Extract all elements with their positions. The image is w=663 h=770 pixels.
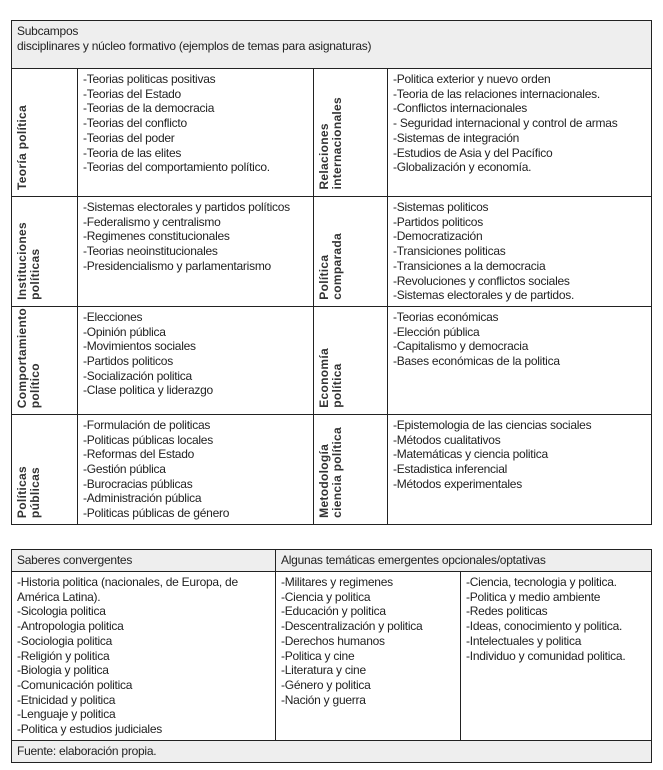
topic-item: -Ciencia, tecnologia y politica. — [466, 575, 617, 589]
topic-item: -Politica y estudios judiciales — [17, 722, 162, 737]
topic-item: -Descentralización y politica — [281, 619, 423, 634]
topic-item: -Sociologia politica — [17, 633, 113, 648]
topic-item: -Formulación de politicas — [83, 417, 211, 432]
convergent-knowledge-table — [11, 549, 652, 763]
topic-item: -Estudios de Asia y del Pacífico — [393, 145, 553, 160]
topic-item: -Sistemas electorales y de partidos. — [393, 288, 575, 303]
topic-item: -Derechos humanos — [281, 633, 385, 648]
subfield-name-line: política — [330, 363, 344, 408]
header-line: disciplinares y núcleo formativo (ejemplos de temas para asignaturas) — [17, 38, 372, 53]
header-line: Subcampos — [17, 24, 79, 38]
subfield-name — [314, 97, 344, 196]
topic-item: -Federalismo y centralismo — [83, 214, 221, 229]
topic-item: -Politica y medio ambiente — [466, 589, 601, 604]
topic-item: -Sicologia politica — [17, 604, 106, 619]
topic-item: -Métodos experimentales — [393, 476, 522, 491]
subfields-header — [12, 21, 652, 69]
topic-list — [388, 306, 652, 414]
subfield-name — [12, 308, 42, 414]
topic-item: -Bases económicas de la politica — [393, 354, 560, 369]
topic-item: -Teorias del Estado — [83, 86, 181, 101]
topic-item: -Partidos politicos — [83, 354, 173, 369]
topic-item: -Redes politicas — [466, 604, 548, 619]
topic-item: -Sistemas politicos — [393, 200, 489, 214]
subfield-row — [12, 306, 652, 414]
topic-list — [388, 69, 652, 197]
topic-item: -Politicas públicas de género — [83, 506, 230, 521]
topic-item: -Teorias del conflicto — [83, 116, 187, 131]
topic-item: -Elección pública — [393, 324, 480, 339]
subfield-name-line: internacionales — [330, 97, 344, 190]
subfield-name — [12, 105, 29, 196]
subfield-name — [314, 348, 344, 414]
topic-item: -Intelectuales y politica — [466, 633, 582, 648]
topic-item: -Conflictos internacionales — [393, 101, 527, 116]
subfield-name-line: Teoría política — [15, 105, 29, 190]
subfield-name — [12, 222, 42, 306]
topic-item: -Movimientos sociales — [83, 339, 196, 354]
topic-item: -Partidos politicos — [393, 214, 483, 229]
subfield-label — [12, 414, 78, 524]
topic-item: -Comunicación politica — [17, 677, 133, 692]
subfield-name — [12, 466, 42, 524]
topic-item: -Clase politica y liderazgo — [83, 383, 213, 398]
topic-item: -Teorias económicas — [393, 309, 499, 324]
topic-item: -Literatura y cine — [281, 663, 366, 678]
topic-item: -Religión y politica — [17, 648, 110, 663]
topic-item: -Globalización y economía. — [393, 160, 532, 175]
topic-item: -Lenguaje y politica — [17, 707, 116, 722]
topic-item: -Politica exterior y nuevo orden — [393, 72, 551, 86]
topic-item: -Género y politica — [281, 677, 371, 692]
subfield-name-line: Políticas — [15, 465, 29, 518]
topic-item: -Sistemas de integración — [393, 130, 520, 145]
topic-item: -Etnicidad y politica — [17, 692, 116, 707]
emerging-header: Algunas temáticas emergentes opcionales/optativas — [276, 550, 652, 572]
subfield-label — [12, 306, 78, 414]
subfield-name-line: Economía — [317, 348, 331, 408]
topic-list — [78, 414, 314, 524]
topic-item: -Teorias del poder — [83, 130, 175, 145]
topic-item: -Teoria de las elites — [83, 145, 182, 160]
topic-item: -Teorias politicas positivas — [83, 72, 216, 86]
subfield-label — [12, 69, 78, 197]
subfield-name-line: Metodología — [317, 443, 331, 518]
topic-item: -Métodos cualitativos — [393, 432, 501, 447]
topic-item: -Individuo y comunidad politica. — [466, 648, 626, 663]
subfield-row — [12, 197, 652, 307]
subfield-name-line: Relaciones — [317, 123, 331, 190]
topic-list — [388, 197, 652, 307]
subfield-row — [12, 69, 652, 197]
subfield-label — [314, 69, 388, 197]
topic-item: -Elecciones — [83, 309, 143, 324]
topic-item: -Epistemologia de las ciencias sociales — [393, 417, 592, 432]
subfield-label — [314, 306, 388, 414]
topic-item: -Politica y cine — [281, 648, 355, 663]
subfield-label — [12, 197, 78, 307]
topic-item: -Biologia y politica — [17, 663, 109, 678]
topic-list — [388, 414, 652, 524]
topic-item: -Teorias neoinstitucionales — [83, 244, 218, 259]
topic-item: -Revoluciones y conflictos sociales — [393, 273, 570, 288]
topic-item: -Estadistica inferencial — [393, 462, 508, 477]
subfield-label — [314, 197, 388, 307]
topic-item: -Burocracias públicas — [83, 476, 193, 491]
subfield-name-line: públicas — [28, 466, 42, 518]
topic-item: -Teorias de la democracia — [83, 101, 215, 116]
topic-item: -Transiciones a la democracia — [393, 258, 546, 273]
topic-item: -Opinión pública — [83, 324, 166, 339]
topic-item: -Matemáticas y ciencia politica — [393, 447, 548, 462]
topic-item: -Presidencialismo y parlamentarismo — [83, 258, 271, 273]
subfield-name-line: Instituciones — [15, 222, 29, 300]
subfield-name — [314, 233, 344, 306]
topic-item: -Democratización — [393, 229, 483, 244]
topic-item: -Teorias del comportamiento político. — [83, 160, 270, 175]
topic-list — [78, 197, 314, 307]
subfield-name-line: Política — [317, 254, 331, 300]
subfield-name-line: Comportamiento — [15, 307, 29, 408]
topic-item: -Transiciones politicas — [393, 244, 506, 259]
topic-item: -Militares y regimenes — [281, 575, 393, 589]
topic-item: -Ideas, conocimiento y politica. — [466, 619, 623, 634]
topic-item: -Capitalismo y democracia — [393, 339, 529, 354]
topic-item: -Teoria de las relaciones internacionales. — [393, 86, 600, 101]
topic-item: -Politicas públicas locales — [83, 432, 213, 447]
topic-list — [78, 306, 314, 414]
subfield-label — [314, 414, 388, 524]
topic-list — [78, 69, 314, 197]
topic-item: -Antropologia politica — [17, 619, 124, 634]
topic-item: -Ciencia y politica — [281, 589, 371, 604]
topic-item: -Historia politica (nacionales, de Europa, de América Latina). — [17, 575, 241, 604]
subfield-name — [314, 427, 344, 524]
topic-item: -Socialización politica — [83, 368, 192, 383]
subfield-name-line: comparada — [330, 233, 344, 300]
source-note: Fuente: elaboración propia. — [12, 740, 652, 762]
subfields-table — [11, 20, 652, 525]
topic-item: -Sistemas electorales y partidos políticos — [83, 200, 290, 214]
topic-item: -Educación y politica — [281, 604, 386, 619]
topic-item: -Reformas del Estado — [83, 447, 195, 462]
topic-item: -Administración pública — [83, 491, 202, 506]
topic-item: -Gestión pública — [83, 462, 166, 477]
convergent-header: Saberes convergentes — [12, 550, 276, 572]
emerging-list-2 — [461, 572, 652, 741]
convergent-list — [12, 572, 276, 741]
topic-item: -Regimenes constitucionales — [83, 229, 230, 244]
subfield-row — [12, 414, 652, 524]
subfield-name-line: ciencia política — [330, 427, 344, 518]
emerging-list-1 — [276, 572, 461, 741]
topic-item: - Seguridad internacional y control de armas — [393, 116, 618, 131]
subfield-name-line: políticas — [28, 248, 42, 300]
topic-item: -Nación y guerra — [281, 692, 366, 707]
subfield-name-line: político — [28, 362, 42, 408]
